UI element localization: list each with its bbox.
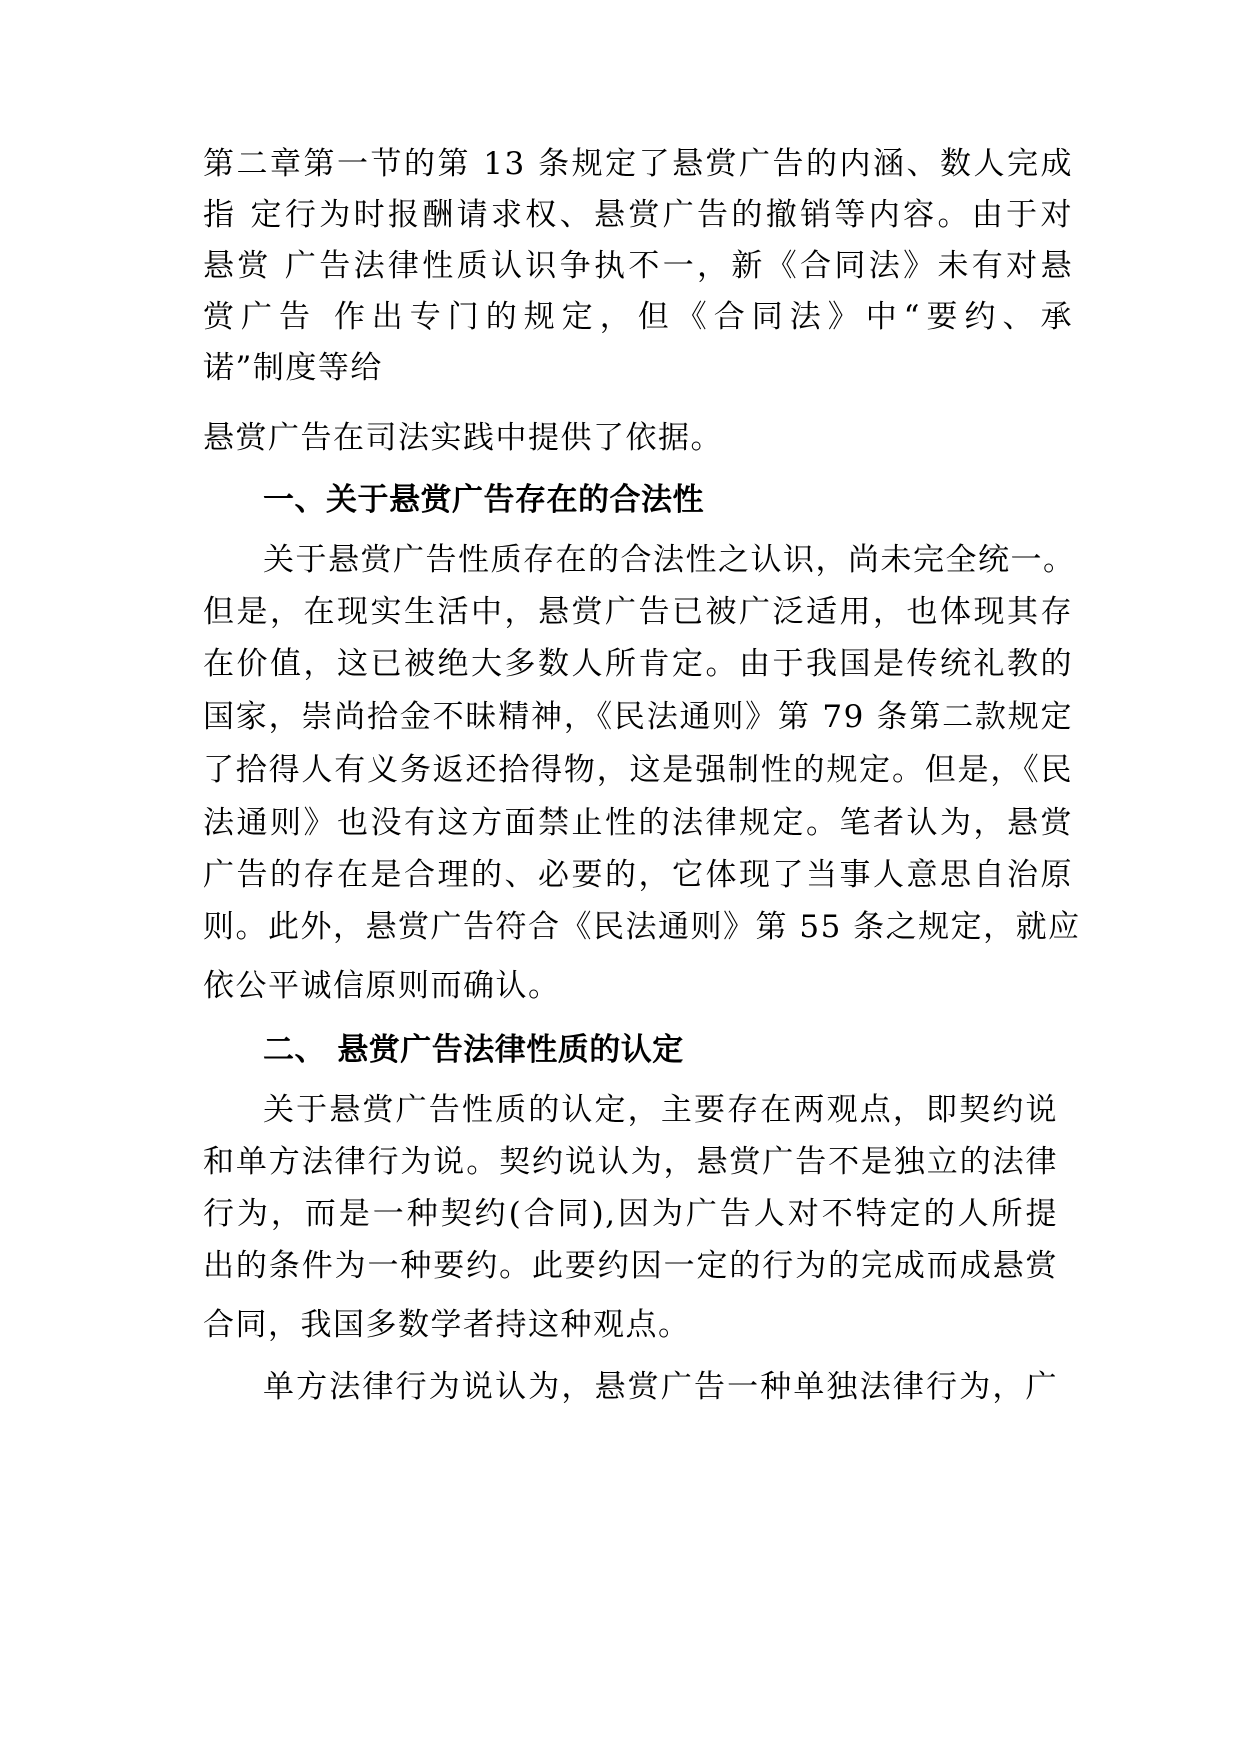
paragraph-line: 和单方法律行为说。契约说认为，悬赏广告不是独立的法律	[203, 1144, 1058, 1180]
paragraph-line: 但是，在现实生活中，悬赏广告已被广泛适用，也体现其存	[203, 594, 1073, 630]
paragraph-line: 关于悬赏广告性质存在的合法性之认识，尚未完全统一。	[263, 542, 1076, 578]
paragraph-line: 则。此外，悬赏广告符合《民法通则》第 55 条之规定，就应	[203, 909, 1081, 945]
paragraph-line: 指 定行为时报酬请求权、悬赏广告的撤销等内容。由于对	[203, 197, 1073, 233]
paragraph-line: 了拾得人有义务返还拾得物，这是强制性的规定。但是，《民	[203, 752, 1073, 788]
paragraph-line: 广告的存在是合理的、必要的，它体现了当事人意思自治原	[203, 857, 1073, 893]
paragraph-line: 悬赏广告在司法实践中提供了依据。	[203, 420, 723, 456]
paragraph-line: 合同，我国多数学者持这种观点。	[203, 1307, 691, 1343]
paragraph-line: 在价值，这已被绝大多数人所肯定。由于我国是传统礼教的	[203, 646, 1073, 682]
paragraph-line: 国家，崇尚拾金不昧精神，《民法通则》第 79 条第二款规定	[203, 699, 1073, 735]
paragraph-line: 法通则》也没有这方面禁止性的法律规定。笔者认为，悬赏	[203, 805, 1073, 841]
paragraph-line: 赏广告 作出专门的规定，但《合同法》中“要约、承	[203, 299, 1073, 335]
section-heading: 一、关于悬赏广告存在的合法性	[263, 482, 704, 518]
paragraph-line: 第二章第一节的第 13 条规定了悬赏广告的内涵、数人完成	[203, 146, 1073, 182]
paragraph-line: 依公平诚信原则而确认。	[203, 968, 561, 1004]
paragraph-line: 单方法律行为说认为，悬赏广告一种单独法律行为，广	[263, 1369, 1058, 1405]
paragraph-line: 诺”制度等给	[203, 350, 383, 386]
paragraph-line: 悬赏 广告法律性质认识争执不一，新《合同法》未有对悬	[203, 248, 1073, 284]
paragraph-line: 关于悬赏广告性质的认定，主要存在两观点，即契约说	[263, 1092, 1058, 1128]
paragraph-line: 行为，而是一种契约(合同),因为广告人对不特定的人所提	[203, 1196, 1058, 1232]
paragraph-line: 出的条件为一种要约。此要约因一定的行为的完成而成悬赏	[203, 1248, 1058, 1284]
section-heading: 二、 悬赏广告法律性质的认定	[263, 1032, 684, 1068]
